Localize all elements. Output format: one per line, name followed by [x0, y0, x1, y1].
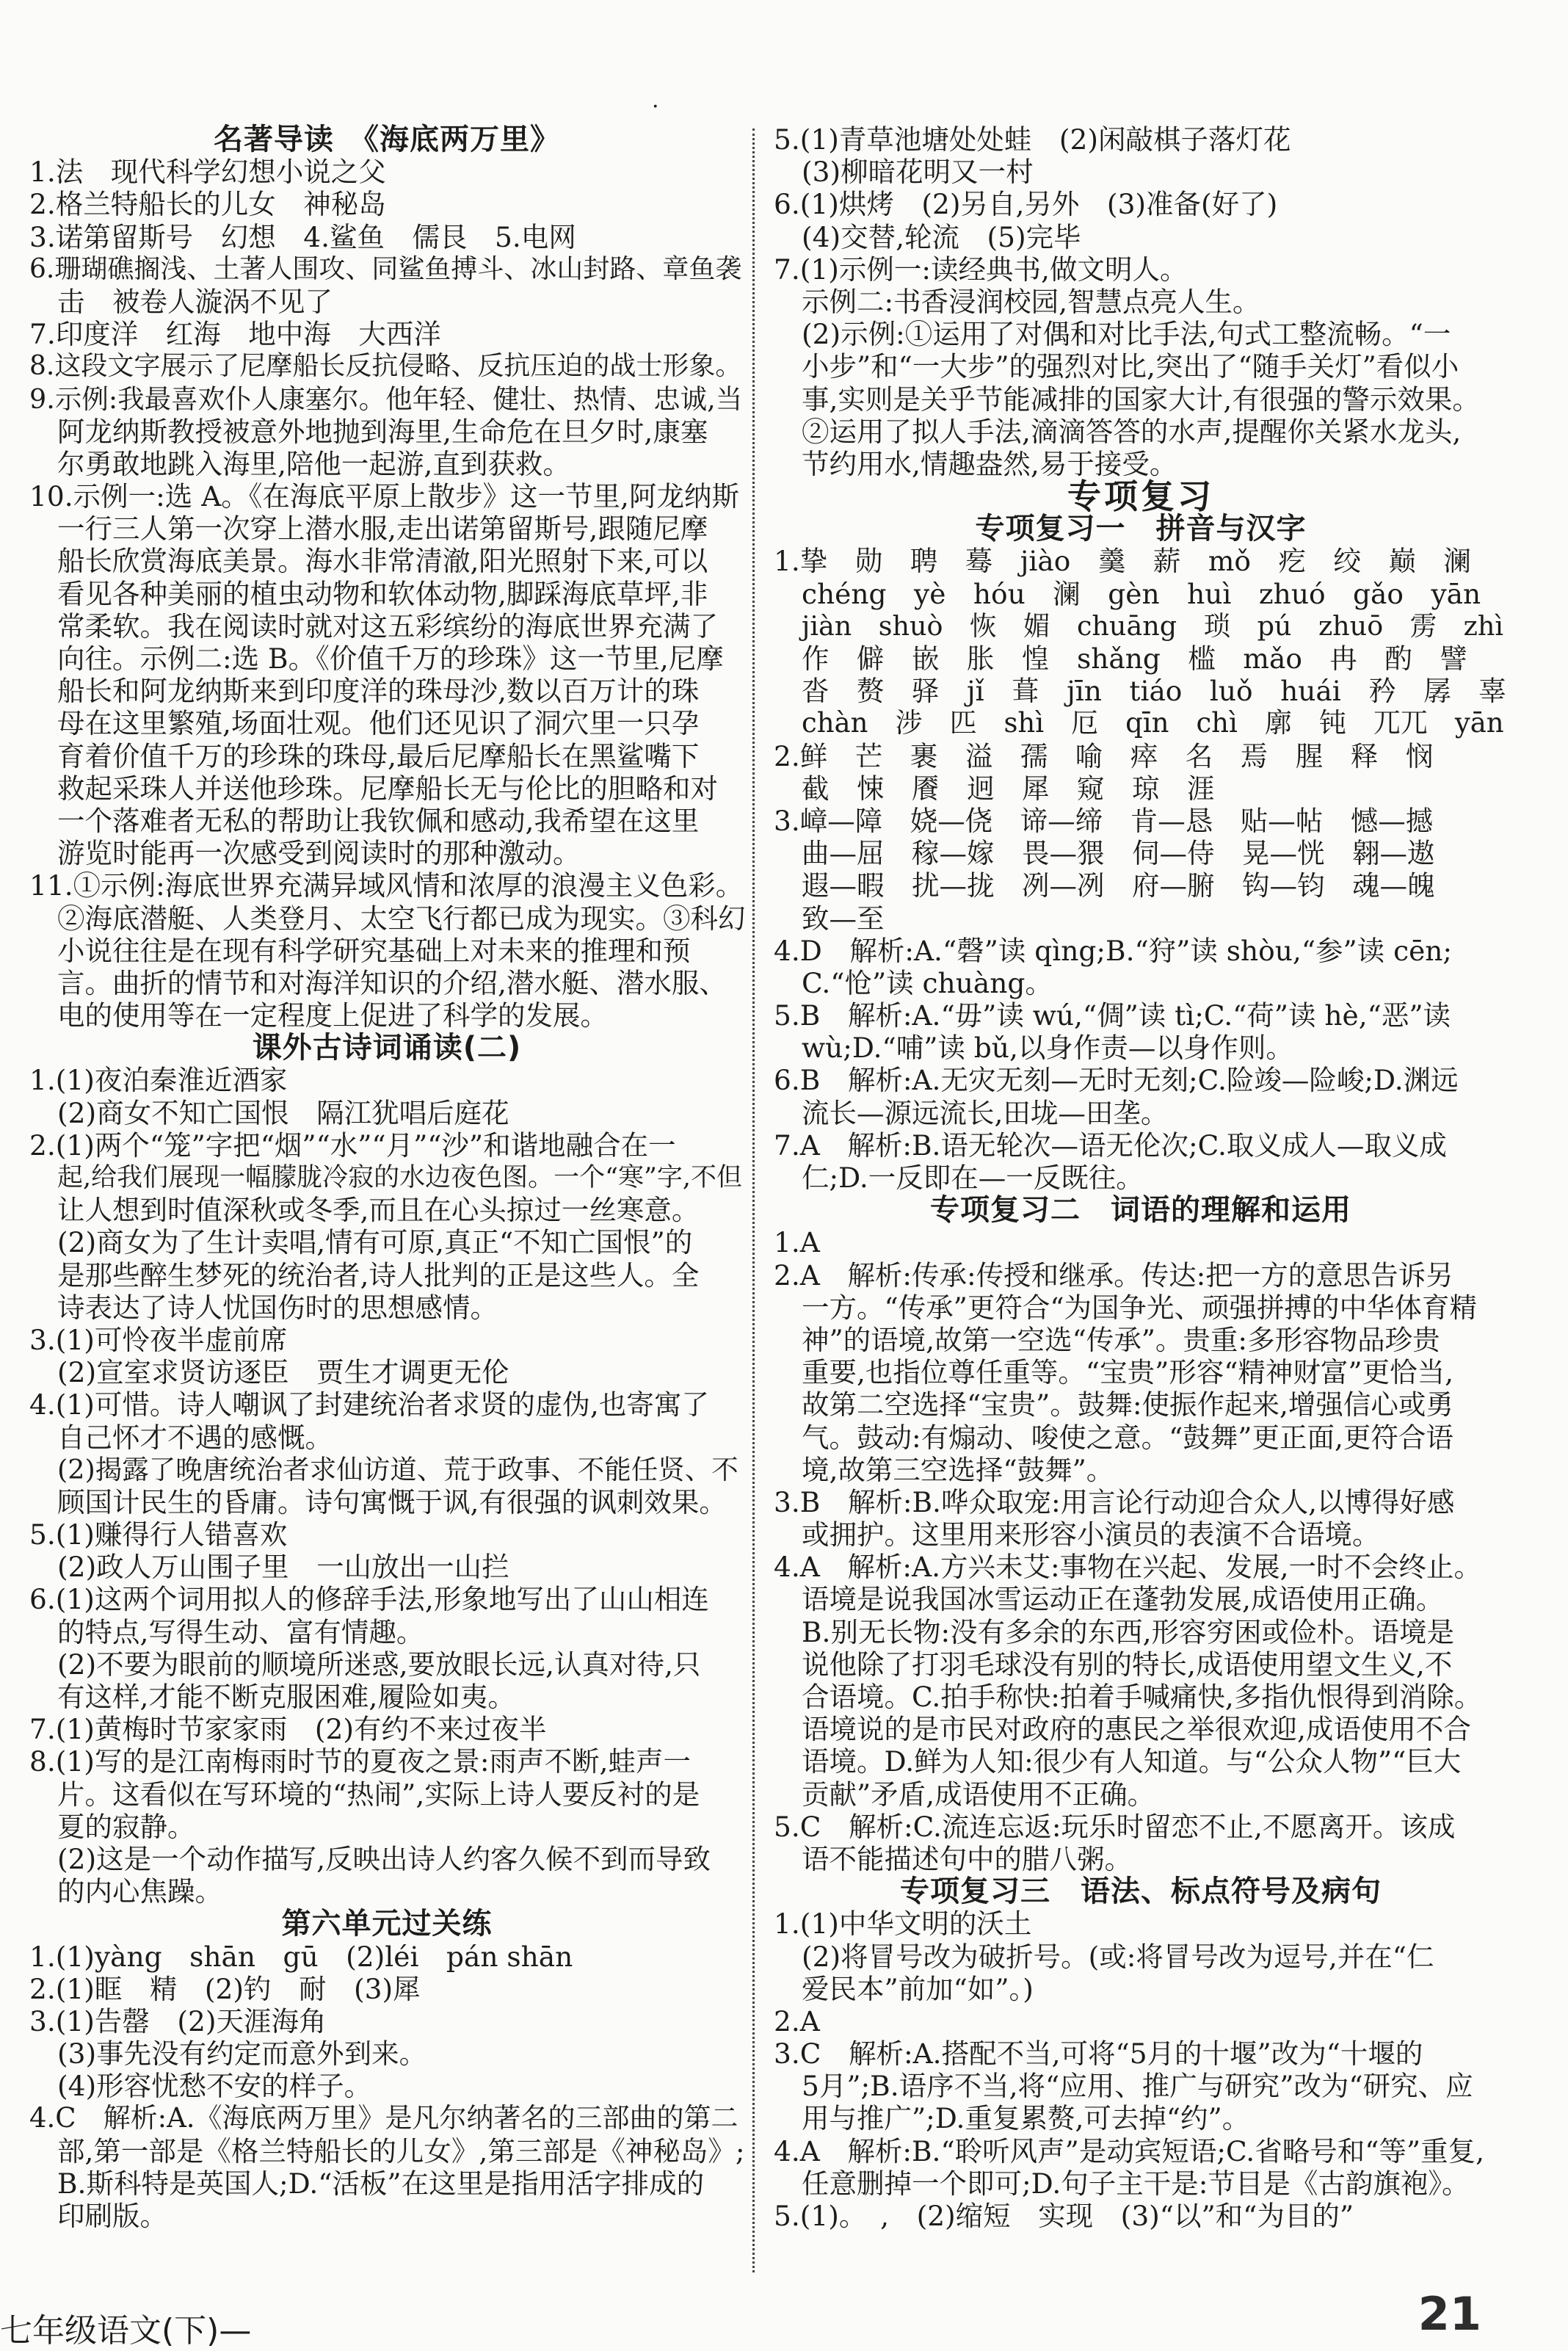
- text-line: 1.(1)中华文明的沃土: [774, 1908, 1032, 1941]
- section-heading: 课外古诗词诵读(二): [252, 1031, 522, 1065]
- top-dot: ·: [652, 94, 659, 120]
- text-line: 2.A: [774, 2004, 820, 2037]
- text-line: 说他除了打羽毛球没有别的特长,成语使用望文生义,不: [802, 1648, 1453, 1681]
- text-line: 1.A: [774, 1226, 820, 1259]
- text-line: 起,给我们展现一幅朦胧冷寂的水边夜色图。一个“寒”字,不但: [57, 1163, 743, 1192]
- text-line: 小步”和“一大步”的强烈对比,突出了“随手关灯”看似小: [802, 350, 1459, 383]
- text-line: 7.(1)黄梅时节家家雨 (2)有约不来过夜半: [29, 1713, 547, 1746]
- text-line: 4.A 解析:B.“聆听风声”是动宾短语;C.省略号和“等”重复,: [774, 2134, 1484, 2167]
- text-line: 4.(1)可惜。诗人嘲讽了封建统治者求贤的虚伪,也寄寓了: [29, 1388, 709, 1421]
- text-line: 气。鼓动:有煽动、唆使之意。“鼓舞”更正面,更符合语: [802, 1421, 1453, 1454]
- text-line: 印刷版。: [57, 2200, 167, 2232]
- text-line: 2.(1)两个“笼”字把“烟”“水”“月”“沙”和谐地融合在一: [29, 1129, 676, 1162]
- text-line: 3.B 解析:B.哗众取宠:用言论行动迎合众人,以博得好感: [774, 1485, 1455, 1518]
- text-line: 游览时能再一次感受到阅读时的那种激动。: [57, 837, 581, 870]
- text-line: 阿龙纳斯教授被意外地抛到海里,生命危在旦夕时,康塞: [57, 415, 708, 448]
- text-line: 任意删掉一个即可;D.句子主干是:节目是《古韵旗袍》。: [802, 2167, 1470, 2200]
- text-line: 1.(1)夜泊秦淮近酒家: [29, 1064, 288, 1097]
- text-line: 2.A 解析:传承:传授和继承。传达:把一方的意思告诉另: [774, 1258, 1453, 1292]
- text-line: 3.诺第留斯号 幻想 4.鲨鱼 儒艮 5.电网: [29, 220, 576, 253]
- text-line: 5.B 解析:A.“毋”读 wú,“倜”读 tì;C.“荷”读 hè,“恶”读: [774, 999, 1451, 1032]
- column-divider: [752, 128, 755, 2272]
- text-line: 或拥护。这里用来形容小演员的表演不合语境。: [802, 1518, 1380, 1551]
- section-heading: 第六单元过关练: [281, 1907, 493, 1941]
- text-line: 顾国计民生的昏庸。诗句寓慨于讽,有很强的讽刺效果。: [57, 1485, 727, 1518]
- text-line: 5.(1)。 , (2)缩短 实现 (3)“以”和“为目的”: [774, 2200, 1354, 2232]
- text-line: 9.示例:我最喜欢仆人康塞尔。他年轻、健壮、热情、忠诚,当: [29, 383, 743, 415]
- text-line: 7.(1)示例一:读经典书,做文明人。: [774, 253, 1188, 286]
- text-line: C.“怆”读 chuàng。: [802, 966, 1053, 999]
- text-line: 1.法 现代科学幻想小说之父: [29, 156, 386, 189]
- text-line: 沓 赘 驿 jǐ 葺 jīn tiáo luǒ huái 矜 孱 辜: [802, 675, 1506, 708]
- text-line: 片。这看似在写环境的“热闹”,实际上诗人要反衬的是: [57, 1778, 700, 1811]
- text-line: (4)形容忧愁不安的样子。: [57, 2070, 372, 2103]
- text-line: 6.珊瑚礁搁浅、土著人围攻、同鲨鱼搏斗、冰山封路、章鱼袭: [29, 253, 742, 284]
- text-line: 贡献”矛盾,成语使用不正确。: [802, 1778, 1155, 1811]
- text-line: 作 僻 嵌 胀 惶 shǎng 槛 mǎo 冉 酌 譬: [802, 642, 1467, 675]
- footer-grade-label: 七年级语文(下)—: [0, 2312, 252, 2350]
- text-line: 节约用水,情趣盎然,易于接受。: [802, 447, 1177, 480]
- text-line: wù;D.“哺”读 bǔ,以身作责—以身作则。: [802, 1032, 1293, 1065]
- text-line: 神”的语境,故第一空选“传承”。贵重:多形容物品珍贵: [802, 1323, 1440, 1356]
- text-line: chéng yè hóu 澜 gèn huì zhuó gǎo yān: [802, 577, 1481, 610]
- text-line: (2)商女为了生计卖唱,情有可原,真正“不知亡国恨”的: [57, 1226, 693, 1259]
- text-line: 10.示例一:选 A。《在海底平原上散步》这一节里,阿龙纳斯: [29, 480, 739, 513]
- text-line: 1.(1)yàng shān gū (2)léi pán shān: [29, 1940, 573, 1973]
- text-line: 重要,也指位尊任重等。“宝贵”形容“精神财富”更恰当,: [802, 1356, 1454, 1389]
- text-line: 5.C 解析:C.流连忘返:玩乐时留恋不止,不愿离开。该成: [774, 1810, 1456, 1843]
- text-line: 有这样,才能不断克服困难,履险如夷。: [57, 1681, 515, 1713]
- text-line: 2.(1)眶 精 (2)钓 耐 (3)犀: [29, 1972, 421, 2005]
- text-line: 一行三人第一次穿上潜水服,走出诺第留斯号,跟随尼摩: [57, 512, 708, 546]
- text-line: 致—至: [802, 902, 885, 935]
- text-line: 合语境。C.拍手称快:拍着手喊痛快,多指仇恨得到消除。: [802, 1681, 1482, 1713]
- text-line: (4)交替,轮流 (5)完毕: [802, 220, 1081, 253]
- left-column: [29, 123, 744, 2232]
- text-line: 爱民本”前加“如”。): [802, 1972, 1034, 2005]
- text-line: B.别无长物:没有多余的东西,形容穷困或俭朴。语境是: [802, 1615, 1455, 1648]
- text-line: 3.(1)告罄 (2)天涯海角: [29, 2004, 327, 2037]
- text-line: 5月”;B.语序不当,将“应用、推广与研究”改为“研究、应: [802, 2070, 1473, 2103]
- section-heading: 专项复习三 语法、标点符号及病句: [900, 1874, 1382, 1909]
- text-line: 8.这段文字展示了尼摩船长反抗侵略、反抗压迫的战士形象。: [29, 351, 742, 382]
- text-line: 语境是说我国冰雪运动正在蓬勃发展,成语使用正确。: [802, 1583, 1444, 1616]
- text-line: 境,故第三空选择“鼓舞”。: [802, 1453, 1114, 1486]
- text-line: (2)不要为眼前的顺境所迷惑,要放眼长远,认真对待,只: [57, 1648, 701, 1681]
- text-line: (2)示例:①运用了对偶和对比手法,句式工整流畅。“一: [802, 318, 1451, 351]
- text-line: 语境说的是市民对政府的惠民之举很欢迎,成语使用不合: [802, 1713, 1471, 1746]
- text-line: 事,实则是关乎节能减排的国家大计,有很强的警示效果。: [802, 383, 1480, 416]
- text-line: 救起采珠人并送他珍珠。尼摩船长无与伦比的胆略和对: [57, 772, 718, 805]
- text-line: ②海底潜艇、人类登月、太空飞行都已成为现实。③科幻: [57, 902, 746, 935]
- text-line: (2)政人万山围子里 一山放出一山拦: [57, 1551, 509, 1584]
- section-heading: 专项复习二 词语的理解和运用: [930, 1193, 1351, 1228]
- text-line: 遐—暇 扰—拢 冽—冽 府—腑 钩—钧 魂—魄: [802, 869, 1435, 902]
- text-line: 自己怀才不遇的感慨。: [57, 1421, 333, 1454]
- text-line: 夏的寂静。: [57, 1810, 195, 1843]
- text-line: 船长和阿龙纳斯来到印度洋的珠母沙,数以百万计的珠: [57, 675, 700, 708]
- text-line: 常柔软。我在阅读时就对这五彩缤纷的海底世界充满了: [57, 609, 718, 642]
- text-line: 仁;D.一反即在—一反既往。: [802, 1162, 1144, 1194]
- text-line: 击 被卷人漩涡不见了: [57, 285, 333, 318]
- text-line: 一个落难者无私的帮助让我钦佩和感动,我希望在这里: [57, 804, 700, 837]
- text-line: (2)揭露了晚唐统治者求仙访道、荒于政事、不能任贤、不: [57, 1453, 738, 1485]
- text-line: (3)事先没有约定而意外到来。: [57, 2037, 427, 2071]
- text-line: 4.D 解析:A.“磬”读 qìng;B.“狩”读 shòu,“参”读 cēn;: [774, 934, 1453, 967]
- text-line: 语不能描述句中的腊八粥。: [802, 1842, 1132, 1875]
- section-heading: 名著导读 《海底两万里》: [214, 123, 560, 156]
- text-line: 1.挚 勋 聘 蓦 jiào 羹 薪 mǒ 疙 绞 巅 澜: [774, 545, 1471, 578]
- text-line: 曲—屈 稼—嫁 畏—猥 伺—侍 晃—恍 翱—遨: [802, 837, 1435, 870]
- text-line: (2)将冒号改为破折号。(或:将冒号改为逗号,并在“仁: [802, 1940, 1434, 1973]
- text-line: 是那些醉生梦死的统治者,诗人批判的正是这些人。全: [57, 1258, 700, 1292]
- text-line: 2.格兰特船长的儿女 神秘岛: [29, 188, 386, 221]
- text-line: 4.A 解析:A.方兴未艾:事物在兴起、发展,一时不会终止。: [774, 1551, 1482, 1584]
- text-line: (2)这是一个动作描写,反映出诗人约客久候不到而导致: [57, 1842, 711, 1875]
- text-line: 的特点,写得生动、富有情趣。: [57, 1615, 424, 1648]
- text-line: 示例二:书香浸润校园,智慧点亮人生。: [802, 285, 1260, 318]
- text-line: 部,第一部是《格兰特船长的儿女》,第三部是《神秘岛》;: [57, 2134, 745, 2167]
- text-line: 截 悚 餍 迥 犀 窥 琼 涯: [802, 772, 1215, 805]
- text-line: 6.(1)这两个词用拟人的修辞手法,形象地写出了山山相连: [29, 1583, 709, 1616]
- text-line: 用与推广”;D.重复累赘,可去掉“约”。: [802, 2102, 1250, 2135]
- section-heading: 专项复习: [1067, 477, 1214, 517]
- section-heading: 专项复习一 拼音与汉字: [975, 512, 1307, 546]
- text-line: 11.①示例:海底世界充满异域风情和浓厚的浪漫主义色彩。: [29, 869, 744, 902]
- text-line: 的内心焦躁。: [57, 1875, 222, 1908]
- text-line: 小说往往是在现有科学研究基础上对未来的推理和预: [57, 934, 691, 967]
- text-line: 母在这里繁殖,场面壮观。他们还见识了洞穴里一只孕: [57, 707, 700, 740]
- text-line: chàn 涉 匹 shì 厄 qīn chì 廓 钝 兀兀 yān: [802, 707, 1504, 739]
- text-line: 7.印度洋 红海 地中海 大西洋: [29, 318, 441, 351]
- text-line: 8.(1)写的是江南梅雨时节的夏夜之景:雨声不断,蛙声一: [29, 1745, 691, 1778]
- text-line: 4.C 解析:A.《海底两万里》是凡尔纳著名的三部曲的第二: [29, 2102, 738, 2134]
- text-line: 育着价值千万的珍珠的珠母,最后尼摩船长在黑鲨嘴下: [57, 739, 700, 772]
- text-line: 5.(1)赚得行人错喜欢: [29, 1518, 288, 1551]
- text-line: 电的使用等在一定程度上促进了科学的发展。: [57, 999, 608, 1032]
- text-line: 一方。“传承”更符合“为国争光、顽强拼搏的中华体育精: [802, 1291, 1478, 1324]
- text-line: jiàn shuò 恢 媚 chuāng 琐 pú zhuō 雳 zhì: [802, 609, 1504, 642]
- page-number: 21: [1418, 2287, 1481, 2341]
- text-line: 尔勇敢地跳入海里,陪他一起游,直到获救。: [57, 447, 570, 480]
- text-line: 船长欣赏海底美景。海水非常清澈,阳光照射下来,可以: [57, 545, 708, 578]
- text-line: B.斯科特是英国人;D.“活板”在这里是指用活字排成的: [57, 2167, 705, 2200]
- text-line: 让人想到时值深秋或冬季,而且在心头掠过一丝寒意。: [57, 1194, 700, 1227]
- text-line: 故第二空选择“宝贵”。鼓舞:使振作起来,增强信心或勇: [802, 1388, 1453, 1421]
- text-line: 5.(1)青草池塘处处蛙 (2)闲敲棋子落灯花: [774, 123, 1291, 156]
- text-line: 6.B 解析:A.无灾无刻—无时无刻;C.险竣—险峻;D.渊远: [774, 1064, 1459, 1097]
- text-line: 7.A 解析:B.语无轮次—语无伦次;C.取义成人—取义成: [774, 1129, 1447, 1162]
- text-line: 诗表达了诗人忧国伤时的思想感情。: [57, 1291, 498, 1324]
- text-line: 6.(1)烘烤 (2)另自,另外 (3)准备(好了): [774, 188, 1278, 221]
- text-line: 流长—源远流长,田垅—田垄。: [802, 1096, 1169, 1129]
- text-line: 2.鲜 芒 裹 溢 孺 喻 瘁 名 焉 腥 释 悯: [774, 739, 1434, 772]
- text-line: 3.嶂—障 娆—侥 谛—缔 肯—恳 贴—帖 憾—撼: [774, 804, 1434, 837]
- right-column: [774, 123, 1508, 2232]
- text-line: 言。曲折的情节和对海洋知识的介绍,潜水艇、潜水服、: [57, 966, 727, 999]
- text-line: 3.C 解析:A.搭配不当,可将“5月的十堰”改为“十堰的: [774, 2037, 1423, 2071]
- text-line: (3)柳暗花明又一村: [802, 156, 1034, 189]
- text-line: 向往。示例二:选 B。《价值千万的珍珠》这一节里,尼摩: [57, 642, 724, 675]
- text-line: 语境。D.鲜为人知:很少有人知道。与“公众人物”“巨大: [802, 1745, 1462, 1778]
- text-line: 3.(1)可怜夜半虚前席: [29, 1323, 288, 1356]
- text-line: 看见各种美丽的植虫动物和软体动物,脚踩海底草坪,非: [57, 577, 708, 610]
- text-line: ②运用了拟人手法,滴滴答答的水声,提醒你关紧水龙头,: [802, 415, 1462, 448]
- text-line: (2)宣室求贤访逐臣 贾生才调更无伦: [57, 1356, 509, 1389]
- text-line: (2)商女不知亡国恨 隔江犹唱后庭花: [57, 1096, 509, 1129]
